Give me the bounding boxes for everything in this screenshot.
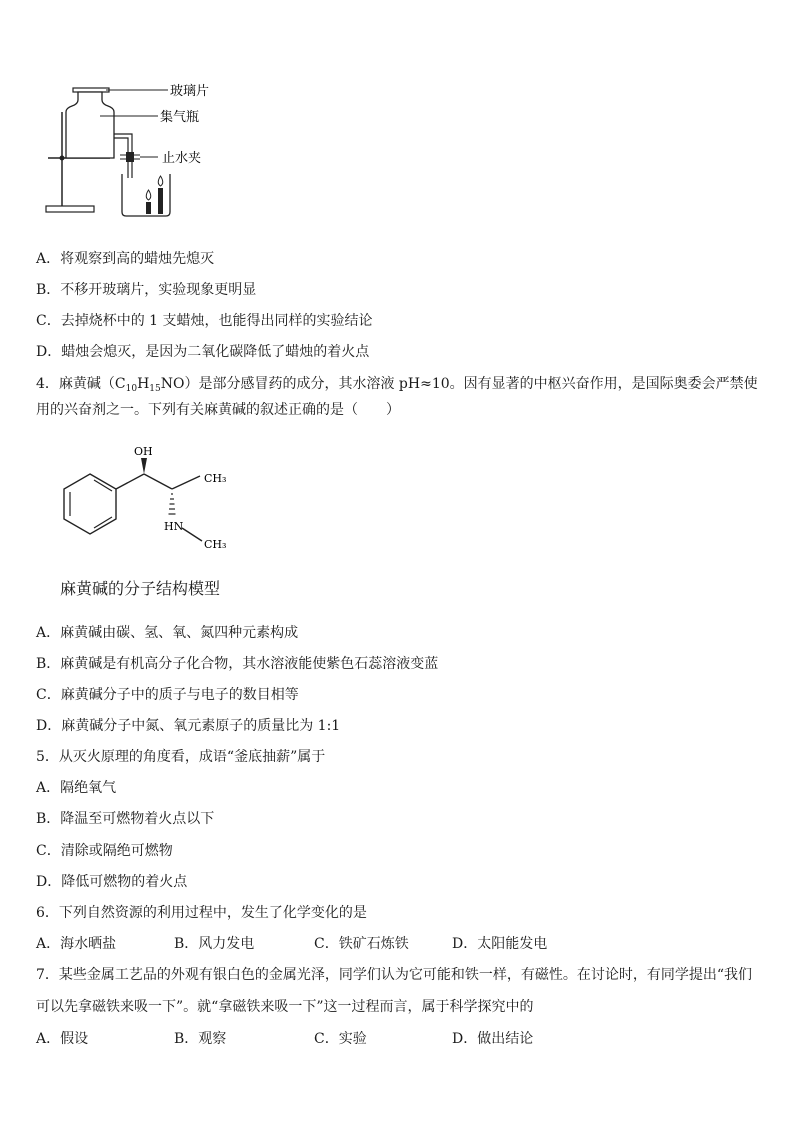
label-hn: HN <box>164 520 184 533</box>
q7-stem-line2: 可以先拿磁铁来吸一下”。就“拿磁铁来吸一下”这一过程而言，属于科学探究中的 <box>36 999 534 1015</box>
label-gas-bottle: 集气瓶 <box>160 110 200 125</box>
q4-stem: 4．麻黄碱$(C_{10}H_{15}NO)$是部分感冒药的成分，其水溶液 pH≈10。因有显著的中枢兴奋作用，是国际奥委会严禁使用的兴奋剂之一。下列有关麻黄碱的叙述正确的是（ ） <box>36 376 758 418</box>
q5-option-c: C．清除或隔绝可燃物 <box>36 843 173 859</box>
q6-stem: 6．下列自然资源的利用过程中，发生了化学变化的是 <box>36 905 367 921</box>
gas-bottle <box>66 92 114 158</box>
q3-option-d: D．蜡烛会熄灭，是因为二氧化碳降低了蜡烛的着火点 <box>36 344 370 360</box>
q5-option-a: A．隔绝氧气 <box>36 780 117 796</box>
benzene-ring <box>64 474 116 534</box>
q4-option-b: B．麻黄碱是有机高分子化合物，其水溶液能使紫色石蕊溶液变蓝 <box>36 656 439 672</box>
q7-option-d: D．做出结论 <box>452 1031 534 1047</box>
q7-stem-line1: 7．某些金属工艺品的外观有银白色的金属光泽，同学们认为它可能和铁一样，有磁性。在讨论时，有同学提出“我们 <box>36 967 753 983</box>
label-oh: OH <box>134 445 153 458</box>
stand-base <box>46 206 94 212</box>
q3-option-b: B．不移开玻璃片，实验现象更明显 <box>36 282 257 298</box>
q4-option-a: A．麻黄碱由碳、氢、氧、氮四种元素构成 <box>36 625 299 641</box>
candle-tall <box>158 188 163 214</box>
q4-option-d: D．麻黄碱分子中氮、氧元素原子的质量比为 1:1 <box>36 718 341 734</box>
q6-option-c: C．铁矿石炼铁 <box>314 936 409 952</box>
q6-option-b: B．风力发电 <box>174 936 255 952</box>
q7-option-a: A．假设 <box>36 1031 89 1047</box>
q6-option-a: A．海水晒盐 <box>36 936 117 952</box>
label-water-clamp: 止水夹 <box>162 151 202 166</box>
candle-short <box>146 202 151 214</box>
q4-option-c: C．麻黄碱分子中的质子与电子的数目相等 <box>36 687 299 703</box>
label-glass-plate: 玻璃片 <box>170 84 210 99</box>
q7-option-b: B．观察 <box>174 1031 227 1047</box>
q5-option-d: D．降低可燃物的着火点 <box>36 874 188 890</box>
q6-option-d: D．太阳能发电 <box>452 936 548 952</box>
q5-stem: 5．从灭火原理的角度看，成语“釜底抽薪”属于 <box>36 749 326 765</box>
q3-option-c: C．去掉烧杯中的 1 支蜡烛，也能得出同样的实验结论 <box>36 313 373 329</box>
ephedrine-structure <box>44 444 244 559</box>
label-ch3-bottom: CH₃ <box>204 538 227 551</box>
apparatus-diagram <box>40 82 300 222</box>
water-clamp <box>126 152 134 162</box>
q3-option-a: A．将观察到高的蜡烛先熄灭 <box>36 251 215 267</box>
q7-option-c: C．实验 <box>314 1031 367 1047</box>
label-ch3-top: CH₃ <box>204 472 227 485</box>
structure-caption: 麻黄碱的分子结构模型 <box>60 579 221 598</box>
q5-option-b: B．降温至可燃物着火点以下 <box>36 811 215 827</box>
